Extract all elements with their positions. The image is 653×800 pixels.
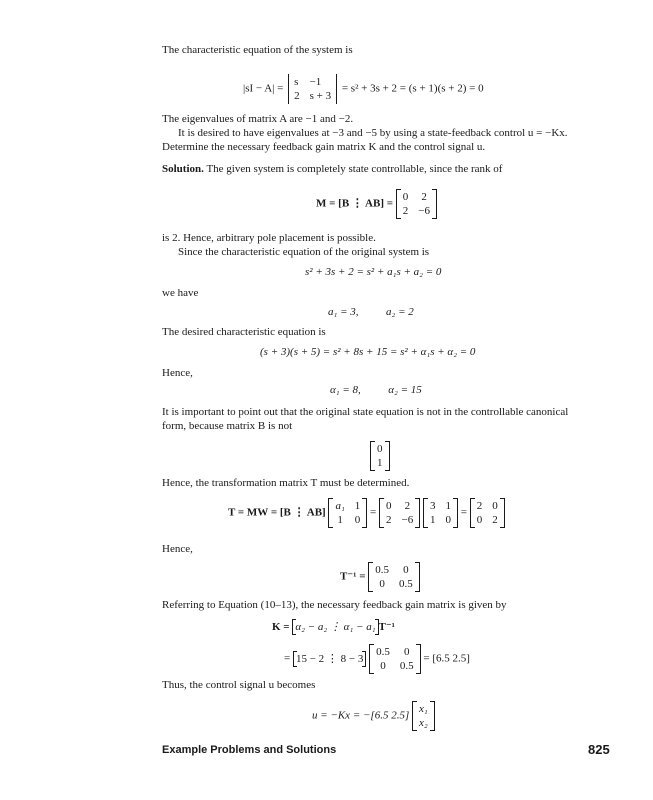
paragraph-referring: Referring to Equation (10–13), the necessary feedback gain matrix is given by — [162, 599, 507, 611]
matrix-cell: 2 — [404, 500, 411, 512]
equation-control-u — [312, 702, 435, 730]
matrix-W-numeric — [425, 499, 456, 527]
equals-sign: = — [460, 506, 467, 519]
T-inverse-symbol: T⁻¹ — [378, 621, 395, 633]
footer-section-title: Example Problems and Solutions — [162, 744, 337, 756]
vector-x — [414, 702, 433, 730]
a1-value: a₁ = 3, — [328, 306, 359, 318]
matrix-cell: 0.5 — [398, 578, 413, 590]
matrix-cell: 1 — [354, 500, 361, 512]
equation-characteristic — [243, 75, 484, 103]
matrix-cell: 0 — [403, 564, 409, 576]
a2-value: a₂ = 2 — [386, 306, 414, 318]
eq1-lhs: |sI − A| = — [243, 82, 284, 95]
vector-cell: x₂ — [418, 717, 428, 729]
matrix-W — [330, 499, 365, 527]
equation-a-values — [328, 305, 414, 319]
eq1-rhs: = s² + 3s + 2 = (s + 1)(s + 2) = 0 — [341, 82, 484, 95]
matrix-cell: 1 — [445, 500, 451, 512]
alpha1-value: α₁ = 8, — [330, 384, 361, 396]
solution-label: Solution. — [162, 163, 204, 175]
matrix-cell: 0.5 — [399, 660, 414, 672]
equation-T-inverse — [340, 563, 420, 591]
equation-desired-char: (s + 3)(s + 5) = s² + 8s + 15 = s² + α₁s + α₂ = 0 — [260, 346, 476, 358]
matrix-M-expanded — [381, 499, 418, 527]
eqU-lhs: u = −Kx = −[6.5 2.5] — [312, 709, 410, 722]
matrix-cell: 0 — [379, 578, 385, 590]
paragraph-transformation: Hence, the transformation matrix T must be determined. — [162, 477, 410, 489]
eqTinv-lhs: T⁻¹ = — [340, 570, 366, 583]
page-number: 825 — [588, 742, 610, 757]
equation-K-formula — [272, 620, 395, 634]
vector-0-1 — [372, 442, 388, 470]
paragraph-original-char: Since the characteristic equation of the original system is — [178, 246, 430, 258]
paragraph-hence-1: Hence, — [162, 367, 193, 379]
vector-canonical-B — [370, 442, 390, 470]
paragraph-char-eq-intro: The characteristic equation of the system is — [162, 44, 353, 56]
paragraph-control-signal: Thus, the control signal u becomes — [162, 679, 316, 691]
paragraph-important: It is important to point out that the original state equation is not in the controllable canonical — [162, 406, 569, 418]
paragraph-determine: Determine the necessary feedback gain matrix K and the control signal u. — [162, 141, 486, 153]
matrix-cell: 0.5 — [375, 564, 389, 576]
determinant-sI-A — [289, 75, 336, 103]
matrix-cell: 2 — [492, 514, 498, 526]
paragraph-desired-char: The desired characteristic equation is — [162, 326, 326, 338]
eqK1-lhs: K = — [272, 621, 290, 633]
matrix-T-result — [472, 499, 503, 527]
solution-text: The given system is completely state controllable, since the rank of — [206, 163, 503, 175]
matrix-cell: 2 — [386, 514, 392, 526]
matrix-cell: 0 — [380, 660, 386, 672]
det-cell: −1 — [309, 76, 322, 88]
matrix-T-inverse-repeat — [371, 645, 419, 673]
matrix-cell: 0 — [354, 514, 361, 526]
eqT-lhs: T = MW = [B ⋮ AB] — [228, 506, 326, 519]
equation-original-char: s² + 3s + 2 = s² + a₁s + a₂ = 0 — [305, 266, 442, 278]
row-vector-alpha-minus-a: α₂ − a₂ ⋮ α₁ − a₁ — [292, 620, 378, 634]
matrix-T-inverse — [370, 563, 418, 591]
paragraph-we-have: we have — [162, 287, 199, 299]
matrix-cell: 0 — [404, 646, 410, 658]
matrix-cell: 1 — [429, 514, 436, 526]
det-cell: s — [294, 76, 299, 88]
equation-controllability-matrix — [316, 190, 437, 218]
paragraph-eigenvalues: The eigenvalues of matrix A are −1 and −2. — [162, 113, 354, 125]
equation-K-numeric — [284, 645, 470, 673]
equals-sign: = — [370, 506, 377, 519]
matrix-cell: 2 — [402, 205, 409, 217]
paragraph-form: form, because matrix B is not — [162, 420, 293, 432]
matrix-cell: 0 — [445, 514, 451, 526]
matrix-cell: 3 — [429, 500, 436, 512]
matrix-cell: 2 — [476, 500, 483, 512]
equation-alpha-values — [330, 383, 422, 397]
paragraph-desired: It is desired to have eigenvalues at −3 and −5 by using a state-feedback control u = −Kx. — [178, 127, 568, 139]
row-vector-numeric: 15 − 2 ⋮ 8 − 3 — [293, 652, 366, 666]
det-cell: s + 3 — [309, 90, 332, 102]
matrix-cell: 2 — [421, 191, 427, 203]
vector-cell: 1 — [377, 457, 383, 469]
equation-T — [228, 499, 505, 527]
paragraph-rank: is 2. Hence, arbitrary pole placement is possible. — [162, 232, 376, 244]
matrix-cell: −6 — [401, 514, 414, 526]
eqK2-equals: = — [284, 652, 291, 665]
vector-cell: 0 — [377, 443, 383, 455]
matrix-M — [398, 190, 435, 218]
matrix-cell: 0 — [386, 500, 392, 512]
K-result: = [6.5 2.5] — [423, 652, 470, 665]
matrix-cell: 0.5 — [376, 646, 390, 658]
vector-cell: x₁ — [418, 703, 428, 715]
matrix-cell: 0 — [476, 514, 483, 526]
alpha2-value: α₂ = 15 — [388, 384, 422, 396]
matrix-cell: a₁ — [335, 500, 345, 512]
eqM-lhs: M = [B ⋮ AB] = — [316, 197, 394, 210]
matrix-cell: 0 — [402, 191, 409, 203]
det-cell: 2 — [294, 90, 300, 102]
matrix-cell: −6 — [418, 205, 430, 217]
matrix-cell: 1 — [337, 514, 343, 526]
paragraph-hence-2: Hence, — [162, 543, 193, 555]
paragraph-solution — [162, 162, 502, 176]
matrix-cell: 0 — [492, 500, 498, 512]
